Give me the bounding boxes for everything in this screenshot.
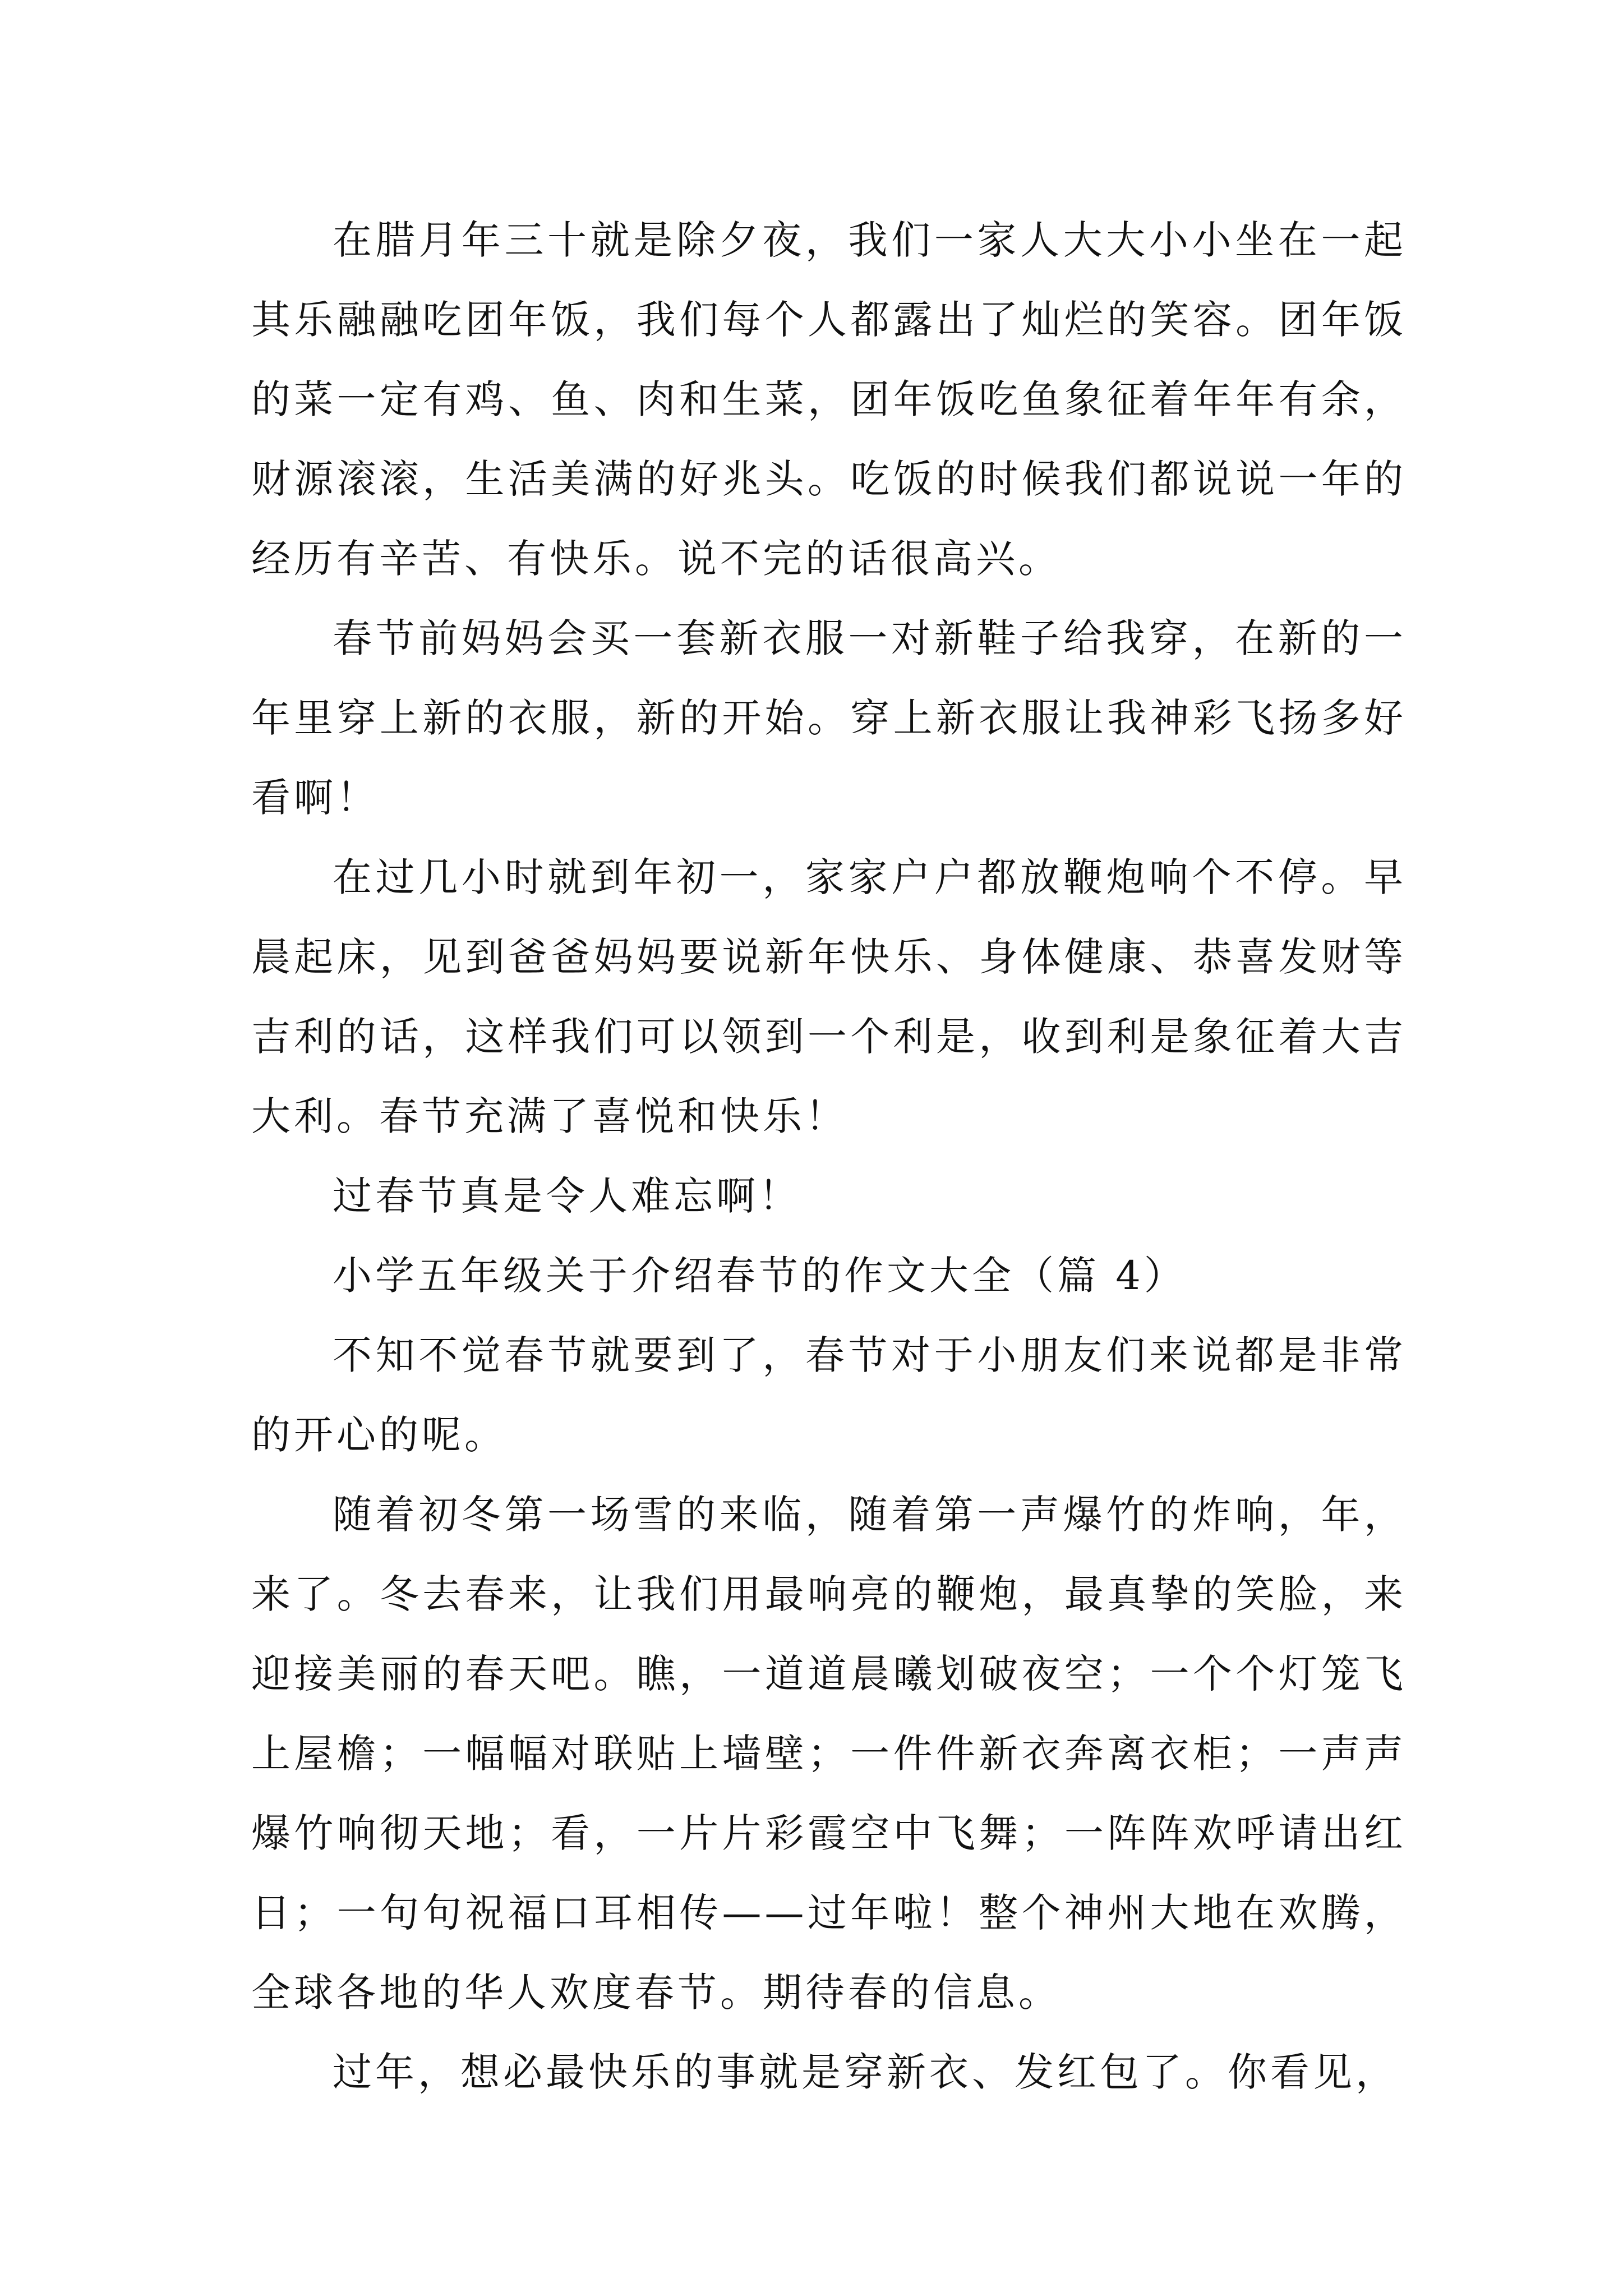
paragraph-new-clothes: 春节前妈妈会买一套新衣服一对新鞋子给我穿，在新的一年里穿上新的衣服，新的开始。穿上新衣服让我神彩飞扬多好看啊！ (251, 615, 1407, 821)
document-body (251, 200, 1407, 2112)
section-title: 小学五年级关于介绍春节的作文大全（篇 4） (333, 1253, 1187, 1299)
paragraph-new-year-day: 在过几小时就到年初一，家家户户都放鞭炮响个不停。早晨起床，见到爸爸妈妈要说新年快乐、身体健康、恭喜发财等吉利的话，这样我们可以领到一个利是，收到利是象征着大吉大利。春节充满了喜悦和快乐！ (251, 854, 1407, 1139)
paragraph-happiest-thing: 过年，想必最快乐的事就是穿新衣、发红包了。你看见， (333, 2049, 1398, 2095)
paragraph-festival-coming: 不知不觉春节就要到了，春节对于小朋友们来说都是非常的开心的呢。 (251, 1332, 1407, 1458)
paragraph-reunion-dinner: 在腊月年三十就是除夕夜，我们一家人大大小小坐在一起其乐融融吃团年饭，我们每个人都露出了灿烂的笑容。团年饭的菜一定有鸡、鱼、肉和生菜，团年饭吃鱼象征着年年有余，财源滚滚，生活美满的好兆头。吃饭的时候我们都说说一年的经历有辛苦、有快乐。说不完的话很高兴。 (251, 217, 1407, 582)
paragraph-year-arrives: 随着初冬第一场雪的来临，随着第一声爆竹的炸响，年，来了。冬去春来，让我们用最响亮的鞭炮，最真挚的笑脸，来迎接美丽的春天吧。瞧，一道道晨曦划破夜空；一个个灯笼飞上屋檐；一幅幅对联贴上墙壁；一件件新衣奔离衣柜；一声声爆竹响彻天地；看，一片片彩霞空中飞舞；一阵阵欢呼请出红日；一句句祝福口耳相传——过年啦！整个神州大地在欢腾，全球各地的华人欢度春节。期待春的信息。 (251, 1492, 1407, 2016)
paragraph-unforgettable: 过春节真是令人难忘啊！ (333, 1173, 801, 1219)
